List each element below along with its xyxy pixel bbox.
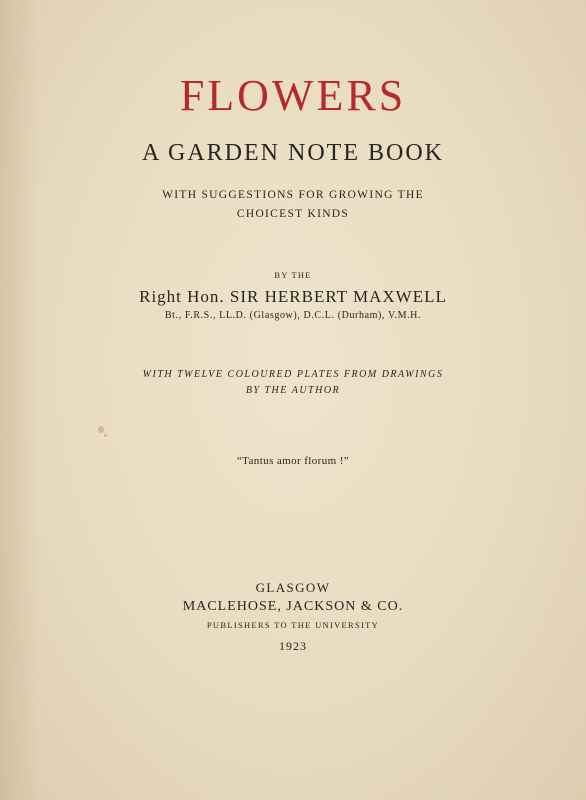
author-honours: Bt., F.R.S., LL.D. (Glasgow), D.C.L. (Durham), V.M.H. [164,310,422,321]
author-name: SIR HERBERT MAXWELL [229,287,447,306]
imprint-year: 1923 [279,639,307,653]
imprint-publisher: MACLEHOSE, JACKSON & CO. [182,599,404,614]
imprint-description: PUBLISHERS TO THE UNIVERSITY [206,620,380,630]
book-title: FLOWERS [179,71,407,120]
plates-note [0,367,586,399]
plates-note-line-2: BY THE AUTHOR [245,385,341,396]
epigraph: “Tantus amor florum !” [236,455,350,467]
tagline-line-1: WITH SUGGESTIONS FOR GROWING THE [162,189,424,201]
tagline [0,186,586,224]
author-prefix: Right Hon. [139,287,225,306]
plates-note-line-1: WITH TWELVE COLOURED PLATES FROM DRAWINGS [142,369,444,380]
by-the-label: BY THE [274,270,312,280]
author-line [0,287,586,307]
foxing-spot [98,426,104,433]
tagline-line-2: CHOICEST KINDS [236,208,350,220]
foxing-spot [104,434,107,437]
book-subtitle: A GARDEN NOTE BOOK [142,140,444,166]
imprint-city: GLASGOW [255,580,331,595]
